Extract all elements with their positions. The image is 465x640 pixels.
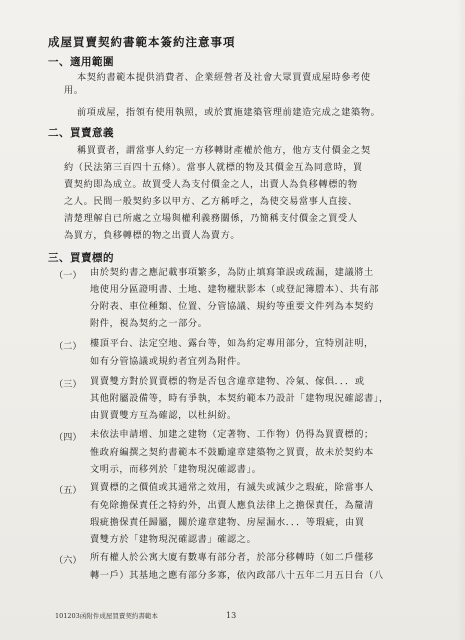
paragraph-line: 前項成屋，指領有使用執照，或於實施建築管理前建造完成之建築物。 [77,107,381,118]
item-line: 如有分管協議或規約者宜列為附件。 [90,356,247,367]
section-heading-meaning: 二、買賣意義 [48,127,114,139]
item-number: （二） [54,341,82,352]
item-line: 買賣標的之價值或其通常之效用，有滅失或減少之瑕疵，除當事人 [90,482,374,493]
item-number: （六） [54,555,82,566]
paragraph-line: 本契約書範本提供消費者、企業經營者及社會大眾買賣成屋時參考使 [77,72,371,83]
item-line: 惟政府編撰之契約書範本不鼓勵違章建築物之買賣，故未於契約本 [90,447,374,458]
paragraph-line: 稱買賣者，謂當事人約定一方移轉財產權於他方，他方支付價金之契 [77,145,371,156]
item-line: 文明示，而移列於「建物現況確認書」。 [90,464,262,475]
page-number: 13 [226,611,237,620]
item-line: 轉一戶）其基地之應有部分多寡，依內政部八十五年二月五日台（八 [90,570,384,581]
item-number: （三） [54,379,82,390]
item-line: 地使用分區證明書、土地、建物權狀影本（或登記簿謄本）、共有部 [90,284,380,295]
item-line: 附件，視為契約之一部分。 [90,318,208,329]
item-line: 買賣雙方對於買賣標的物是否包含違章建物、冷氣、傢俱．．．或 [90,376,365,387]
paragraph-line: 之人。民間一般契約多以甲方、乙方稱呼之，為使交易當事人直接、 [64,196,358,207]
item-number: （四） [54,432,82,443]
item-line: 其他附屬設備等，時有爭執，本契約範本乃設計「建物現況確認書」， [90,393,389,404]
section-heading-subject: 三、買賣標的 [48,252,114,264]
item-line: 分附表、車位種類、位置、分管協議、規約等重要文件列為本契約 [90,301,374,312]
item-line: 由於契約書之應記載事項繁多，為防止填寫筆誤或疏漏，建議將土 [90,267,374,278]
item-line: 未依法申請增、加建之建物（定著物、工作物）仍得為買賣標的； [90,429,374,440]
item-line: 賣雙方於「建物現況確認書」確認之。 [90,534,257,545]
item-number: （一） [54,270,82,281]
item-line: 有免除擔保責任之特約外，出賣人應負法律上之擔保責任，為釐清 [90,500,374,511]
page-title: 成屋買賣契約書範本簽約注意事項 [48,35,236,49]
paragraph-line: 約（民法第三百四十五條）。當事人就標的物及其價金互為同意時，買 [64,162,363,173]
paper-edge-shadow [457,0,465,640]
item-line: 瑕疵擔保責任歸屬，關於違章建物、房屋漏水．．．等瑕疵，由買 [90,517,365,528]
section-heading-scope: 一、適用範圍 [48,56,114,68]
item-number: （五） [54,485,82,496]
paragraph-line: 用。 [64,85,84,96]
item-line: 由買賣雙方互為確認，以杜糾紛。 [90,410,237,421]
item-line: 樓頂平台、法定空地、露台等，如為約定專用部分，宜特別註明， [90,338,374,349]
paragraph-line: 賣契約即為成立。故買受人為支付價金之人，出賣人為負移轉標的物 [64,179,358,190]
paragraph-line: 為買方，負移轉標的物之出賣人為賣方。 [64,230,241,241]
item-line: 所有權人於公寓大廈有數專有部分者，於部分移轉時（如二戶僅移 [90,552,374,563]
footer-source-note: 101203函附件成屋買賣契約書範本 [55,612,158,620]
paragraph-line: 清楚理解自已所處之立場與權利義務關係，乃簡稱支付價金之買受人 [64,213,358,224]
header-stamp [193,4,257,12]
